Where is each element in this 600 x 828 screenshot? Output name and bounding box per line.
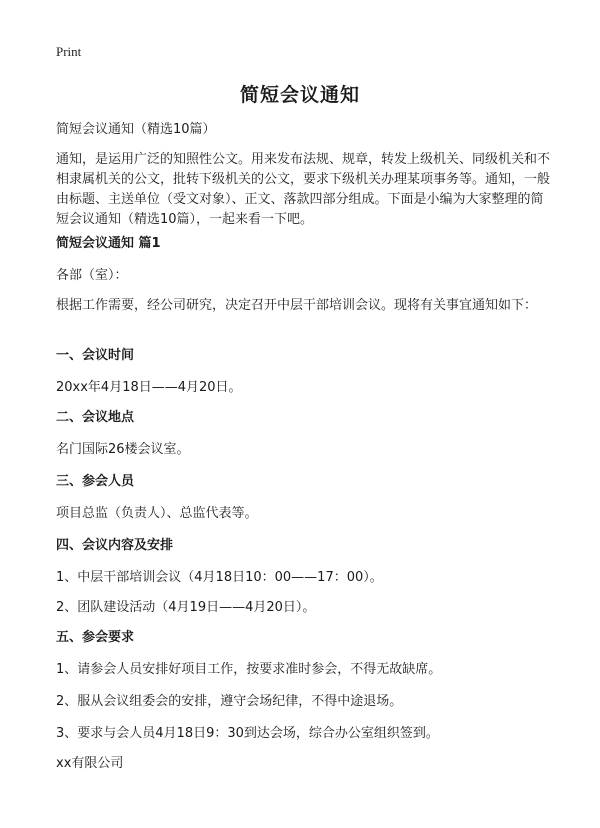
- section-heading-time: 一、会议时间: [56, 348, 135, 363]
- document-title: 简短会议通知: [239, 84, 360, 106]
- intro-paragraph: 通知，是运用广泛的知照性公文。用来发布法规、规章，转发上级机关、同级机关和不相隶属机关的公文，批转下级机关的公文，要求下级机关办理某项事务等。通知，一般由标题、主送单位（受文对象）、正文、落款四部分组成。下面是小编为大家整理的简短会议通知（精选10篇），一起来看一下吧。: [56, 152, 551, 227]
- document-subtitle: 简短会议通知（精选10篇）: [56, 122, 216, 137]
- signature: xx有限公司: [56, 756, 124, 771]
- section-text-time: 20xx年4月18日——4月20日。: [56, 380, 242, 395]
- section-heading-attendees: 三、参会人员: [56, 474, 135, 489]
- section-text-agenda-1: 1、中层干部培训会议（4月18日10：00——17：00）。: [56, 570, 383, 585]
- article-heading: 简短会议通知 篇1: [56, 236, 161, 251]
- section-heading-agenda: 四、会议内容及安排: [56, 538, 174, 553]
- section-heading-requirements: 五、参会要求: [56, 630, 135, 645]
- section-text-attendees: 项目总监（负责人）、总监代表等。: [56, 506, 258, 521]
- print-link[interactable]: Print: [56, 44, 82, 59]
- section-text-agenda-2: 2、团队建设活动（4月19日——4月20日）。: [56, 600, 316, 615]
- opening-paragraph: 根据工作需要，经公司研究，决定召开中层干部培训会议。现将有关事宜通知如下：: [56, 298, 538, 313]
- section-text-requirement-2: 2、服从会议组委会的安排，遵守会场纪律，不得中途退场。: [56, 694, 403, 709]
- section-text-requirement-1: 1、请参会人员安排好项目工作，按要求准时参会，不得无故缺席。: [56, 662, 442, 677]
- salutation: 各部（室）：: [56, 268, 128, 283]
- section-text-location: 名门国际26楼会议室。: [56, 442, 190, 457]
- section-text-requirement-3: 3、要求与会人员4月18日9：30到达会场，综合办公室组织签到。: [56, 726, 439, 741]
- section-heading-location: 二、会议地点: [56, 410, 135, 425]
